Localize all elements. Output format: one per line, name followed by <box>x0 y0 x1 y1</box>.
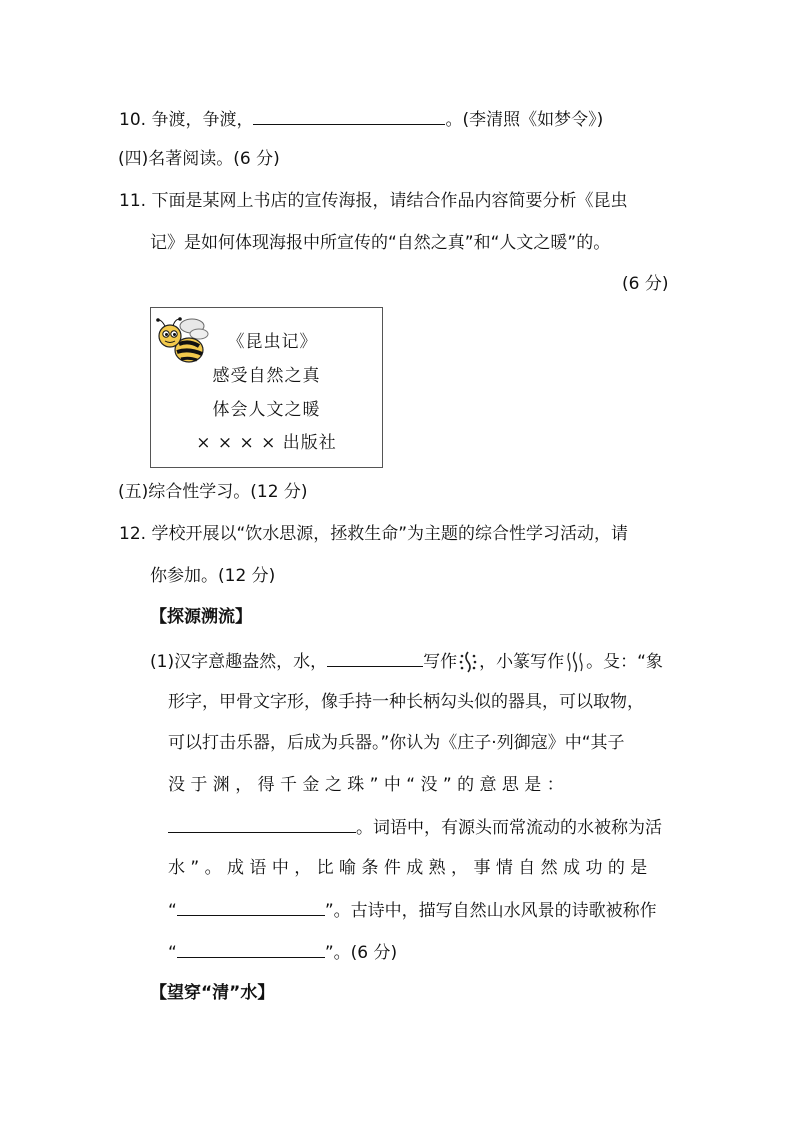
q12-p1-blank-mo-meaning[interactable] <box>168 816 356 833</box>
q12-p1-shu-def: 。殳：“象 <box>586 652 663 672</box>
q12-open-quote-1: “ <box>168 901 177 921</box>
q12-p1-line-7 <box>168 899 657 921</box>
q12-p1-blank-1[interactable] <box>327 650 423 667</box>
q12-p1-blank-poem-type[interactable] <box>177 941 325 958</box>
q12-p1-seal-label: ，小篆写作 <box>479 652 565 672</box>
q12-p1-writes-as: 写作 <box>423 652 458 672</box>
q12-p1-line-5 <box>168 816 662 838</box>
q12-p1-line-4: 没 于 渊 ， 得 千 金 之 珠 ” 中 “ 没 ” 的 意 思 是 ： <box>168 775 564 795</box>
q12-open-quote-2: “ <box>168 943 177 963</box>
q11-score: (6 分) <box>622 274 669 294</box>
q12-p1-line-3: 可以打击乐器，后成为兵器。”你认为《庄子·列御寇》中“其子 <box>168 733 625 753</box>
q10-answer-blank[interactable] <box>253 108 445 125</box>
poster-publisher: × × × × 出版社 <box>196 433 337 453</box>
section-4-heading: (四)名著阅读。(6 分) <box>118 149 280 169</box>
heading-tan-yuan-su-liu: 【探源溯流】 <box>150 607 252 627</box>
q10-line <box>119 108 603 130</box>
q12-p1-huoshui: 。词语中，有源头而常流动的水被称为活 <box>356 818 662 838</box>
q12-p1-line-1 <box>150 650 663 674</box>
q12-p1-line-6: 水 ” 。 成 语 中 ， 比 喻 条 件 成 熟 ， 事 情 自 然 成 功 的 是 <box>168 858 648 878</box>
q10-prefix: 10. 争渡，争渡， <box>119 110 254 130</box>
q11-line-1: 11. 下面是某网上书店的宣传海报，请结合作品内容简要分析《昆虫 <box>119 191 628 211</box>
poster-line-2: 体会人文之暖 <box>212 400 321 420</box>
q10-suffix: 。(李清照《如梦令》) <box>445 110 604 130</box>
q12-p1-intro: (1)汉字意趣盎然，水， <box>150 652 328 672</box>
poster-line-1: 感受自然之真 <box>212 366 321 386</box>
section-5-heading: (五)综合性学习。(12 分) <box>118 482 308 502</box>
q12-p1-line-8 <box>168 941 397 963</box>
bookstore-poster <box>150 307 383 468</box>
q12-p1-blank-idiom[interactable] <box>177 899 325 916</box>
q12-p1-poetry: ”。古诗中，描写自然山水风景的诗歌被称作 <box>324 901 657 921</box>
oracle-water-glyph-icon <box>457 650 479 674</box>
q11-line-2: 记》是如何体现海报中所宣传的“自然之真”和“人文之暖”的。 <box>150 233 611 253</box>
q12-line-2: 你参加。(12 分) <box>150 566 276 586</box>
q12-p1-score: ”。(6 分) <box>324 943 398 963</box>
poster-title: 《昆虫记》 <box>227 332 318 352</box>
q12-line-1: 12. 学校开展以“饮水思源，拯救生命”为主题的综合性学习活动，请 <box>119 524 629 544</box>
q12-p1-line-2: 形字，甲骨文字形，像手持一种长柄勾头似的器具，可以取物， <box>168 692 644 712</box>
seal-water-glyph-icon <box>564 650 586 674</box>
heading-wang-chuan-qing-shui: 【望穿“清”水】 <box>150 983 275 1003</box>
